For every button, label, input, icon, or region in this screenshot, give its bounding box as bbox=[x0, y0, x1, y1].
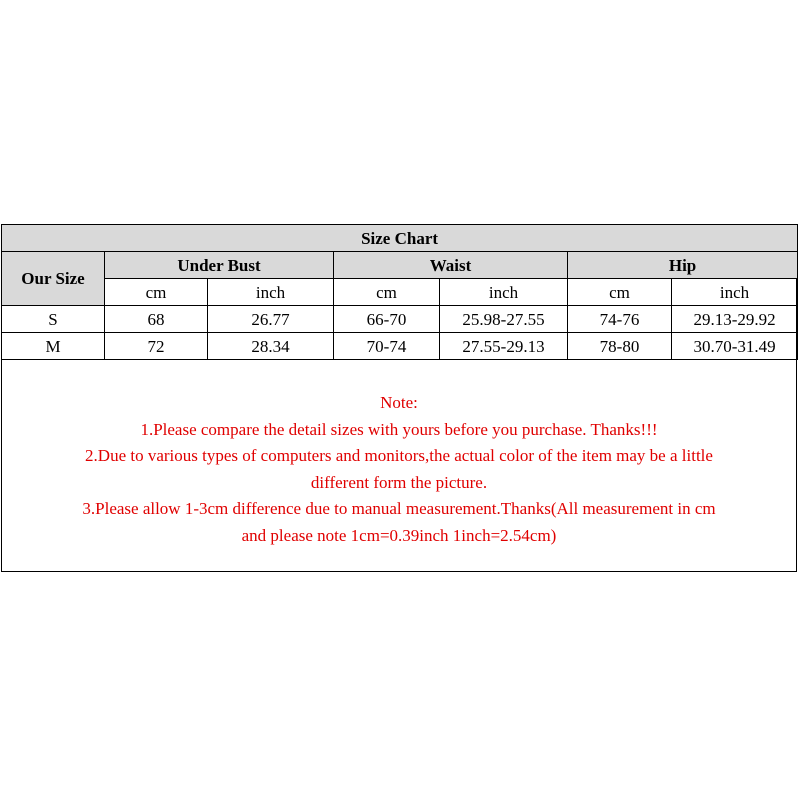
table-cell: 68 bbox=[105, 306, 208, 333]
table-cell: 25.98-27.55 bbox=[440, 306, 568, 333]
table-cell: 74-76 bbox=[568, 306, 672, 333]
unit-header: cm bbox=[334, 279, 440, 306]
hip-header: Hip bbox=[568, 252, 798, 279]
unit-header: inch bbox=[208, 279, 334, 306]
table-row bbox=[2, 306, 798, 333]
under-bust-header: Under Bust bbox=[105, 252, 334, 279]
table-cell: 27.55-29.13 bbox=[440, 333, 568, 360]
size-label: M bbox=[2, 333, 105, 360]
unit-header: cm bbox=[568, 279, 672, 306]
note-line: 1.Please compare the detail sizes with yours before you purchase. Thanks!!! bbox=[140, 419, 658, 439]
note-line: and please note 1cm=0.39inch 1inch=2.54cm) bbox=[241, 525, 557, 545]
table-cell: 29.13-29.92 bbox=[672, 306, 798, 333]
size-chart-table bbox=[1, 224, 798, 360]
table-cell: 26.77 bbox=[208, 306, 334, 333]
unit-header: inch bbox=[440, 279, 568, 306]
table-cell: 70-74 bbox=[334, 333, 440, 360]
note-line: 2.Due to various types of computers and monitors,the actual color of the item may be a little bbox=[85, 446, 713, 465]
our-size-header: Our Size bbox=[2, 252, 105, 306]
notes-section bbox=[1, 390, 797, 549]
note-line: 3.Please allow 1-3cm difference due to manual measurement.Thanks(All measurement in cm bbox=[82, 499, 716, 518]
table-row bbox=[2, 333, 798, 360]
chart-title: Size Chart bbox=[2, 225, 798, 252]
waist-header: Waist bbox=[334, 252, 568, 279]
table-cell: 28.34 bbox=[208, 333, 334, 360]
unit-header: inch bbox=[672, 279, 798, 306]
group-header-row bbox=[2, 252, 798, 279]
title-row bbox=[2, 225, 798, 252]
size-label: S bbox=[2, 306, 105, 333]
table-cell: 78-80 bbox=[568, 333, 672, 360]
table-cell: 66-70 bbox=[334, 306, 440, 333]
note-heading: Note: bbox=[380, 393, 418, 412]
note-line: different form the picture. bbox=[310, 472, 488, 492]
table-cell: 30.70-31.49 bbox=[672, 333, 798, 360]
table-cell: 72 bbox=[105, 333, 208, 360]
unit-header-row bbox=[2, 279, 798, 306]
unit-header: cm bbox=[105, 279, 208, 306]
